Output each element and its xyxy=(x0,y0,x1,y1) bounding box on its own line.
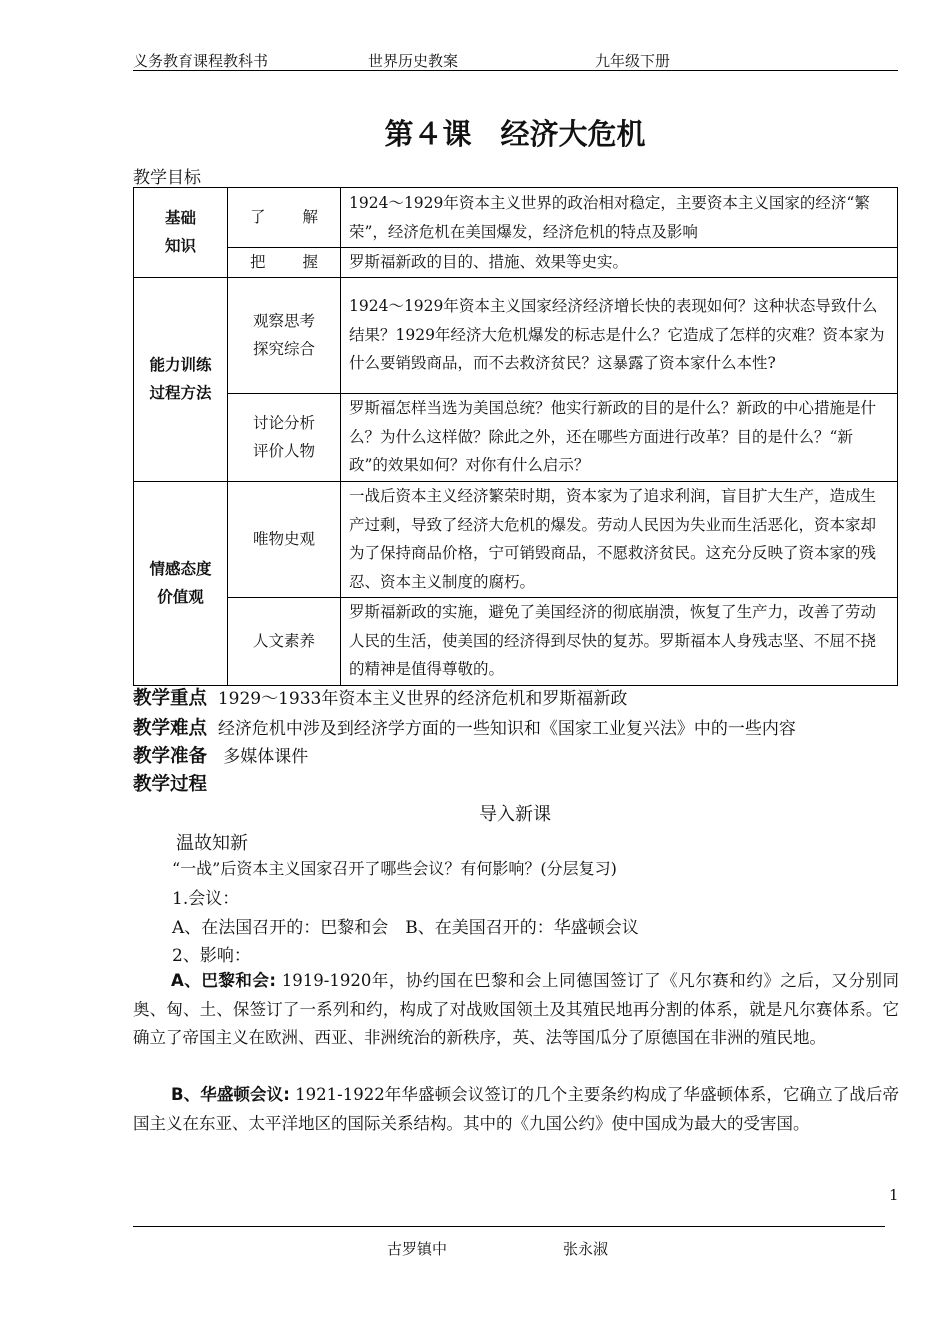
paragraph-paris: A、巴黎和会: 1919-1920年，协约国在巴黎和会上同德国签订了《凡尔赛和约》之后，又分别同奥、匈、土、保签订了一系列和约，构成了对战败国领土及其殖民地再分割的体系，就是凡尔赛体系。它确立了帝国主义在欧洲、西亚、非洲统治的新秩序，英、法等国瓜分了原德国在非洲的殖民地。 xyxy=(133,971,899,1047)
objective-text: 一战后资本主义经济繁荣时期，资本家为了追求利润，盲目扩大生产，造成生产过剩，导致了经济大危机的爆发。劳动人民因为失业而生活恶化，资本家却为了保持商品价格，宁可销毁商品，不愿救济贫民。这充分反映了资本家的残忍、资本主义制度的腐朽。 xyxy=(341,481,898,597)
category-emotion: 情感态度价值观 xyxy=(134,481,228,685)
sub-discuss: 讨论分析评价人物 xyxy=(228,393,341,481)
page-header xyxy=(133,50,898,71)
paragraph-washington: B、华盛顿会议: 1921-1922年华盛顿会议签订的几个主要条约构成了华盛顿体系，它确立了战后帝国主义在东亚、太平洋地区的国际关系结构。其中的《九国公约》使中国成为最大的受害国。 xyxy=(133,1085,899,1133)
objective-text: 罗斯福怎样当选为美国总统？他实行新政的目的是什么？新政的中心措施是什么？为什么这样做？除此之外，还在哪些方面进行改革？目的是什么？“新政”的效果如何？对你有什么启示？ xyxy=(341,393,898,481)
sub-observe: 观察思考探究综合 xyxy=(228,277,341,393)
item-meetings: 1.会议： xyxy=(172,889,240,909)
table-row xyxy=(134,188,898,248)
table-row xyxy=(134,481,898,597)
lesson-title: 第４课 经济大危机 xyxy=(384,117,646,151)
review-heading: 温故知新 xyxy=(176,833,248,854)
header-book: 义务教育课程教科书 xyxy=(133,52,269,70)
sub-materialism: 唯物史观 xyxy=(228,481,341,597)
intro-heading: 导入新课 xyxy=(479,804,551,825)
sub-humanities: 人文素养 xyxy=(228,597,341,685)
difficulty: 教学难点 经济危机中涉及到经济学方面的一些知识和《国家工业复兴法》中的一些内容 xyxy=(133,718,796,739)
footer-rule xyxy=(133,1226,885,1227)
table-row xyxy=(134,248,898,278)
item-impact: 2、影响： xyxy=(172,946,251,966)
preparation: 教学准备 多媒体课件 xyxy=(133,746,309,767)
header-subject: 世界历史教案 xyxy=(368,52,459,70)
objective-text: 1924～1929年资本主义国家经济经济增长快的表现如何？这种状态导致什么结果？1929年经济大危机爆发的标志是什么？它造成了怎样的灾难？资本家为什么要销毁商品，而不去救济贫民？这暴露了资本家什么本性? xyxy=(341,277,898,393)
footer-author: 张永淑 xyxy=(563,1240,609,1258)
footer-school: 古罗镇中 xyxy=(387,1240,448,1258)
objectives-label: 教学目标 xyxy=(133,168,201,188)
review-question: “一战”后资本主义国家召开了哪些会议？有何影响？(分层复习) xyxy=(172,859,617,878)
process-label: 教学过程 xyxy=(133,774,208,795)
page-number: 1 xyxy=(889,1186,899,1204)
table-row xyxy=(134,597,898,685)
table-row xyxy=(134,393,898,481)
objective-text: 罗斯福新政的目的、措施、效果等史实。 xyxy=(341,248,898,278)
header-grade: 九年级下册 xyxy=(595,52,671,70)
objective-text: 1924～1929年资本主义世界的政治相对稳定，主要资本主义国家的经济“繁荣”，经济危机在美国爆发，经济危机的特点及影响 xyxy=(341,188,898,248)
sub-understand: 了 解 xyxy=(228,188,341,248)
objective-text: 罗斯福新政的实施，避免了美国经济的彻底崩溃，恢复了生产力，改善了劳动人民的生活，使美国的经济得到尽快的复苏。罗斯福本人身残志坚、不屈不挠的精神是值得尊敬的。 xyxy=(341,597,898,685)
category-basic: 基础知识 xyxy=(134,188,228,278)
key-point: 教学重点 1929～1933年资本主义世界的经济危机和罗斯福新政 xyxy=(133,688,628,709)
sub-master: 把 握 xyxy=(228,248,341,278)
objectives-table xyxy=(133,187,898,686)
table-row xyxy=(134,277,898,393)
item-meetings-text: A、在法国召开的：巴黎和会 B、在美国召开的：华盛顿会议 xyxy=(172,918,639,938)
category-ability: 能力训练过程方法 xyxy=(134,277,228,481)
